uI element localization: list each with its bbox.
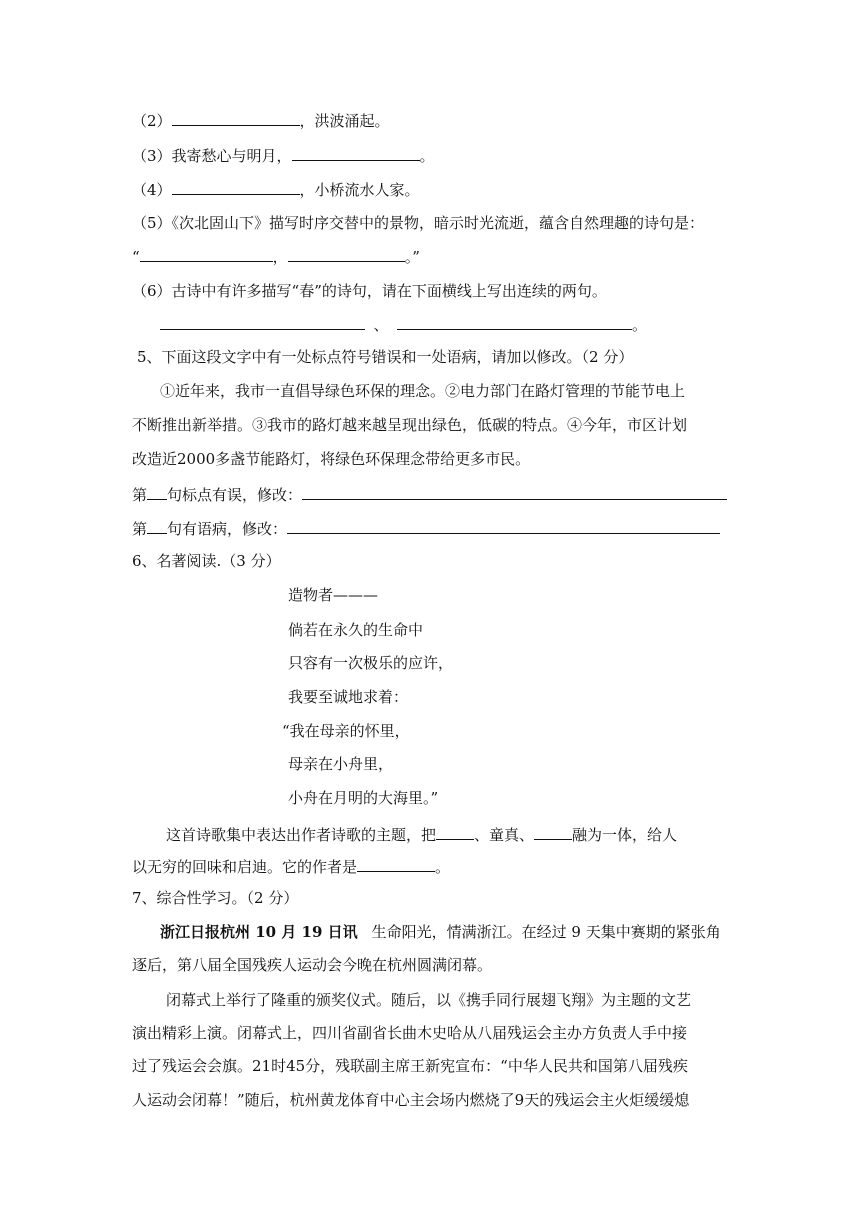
punctuation: 。” — [404, 248, 420, 266]
answer-label: 句标点有误，修改： — [167, 486, 303, 504]
paragraph-text: 闭幕式上举行了隆重的颁奖仪式。随后，以《携手同行展翅飞翔》为主题的文艺 — [166, 991, 692, 1009]
q6-title — [132, 551, 281, 571]
q4-item-6-prompt — [132, 281, 607, 301]
poem-line: 倘若在永久的生命中 — [288, 621, 424, 639]
paragraph-text: 生命阳光，情满浙江。在经过 9 天集中赛期的紧张角 — [371, 923, 721, 941]
question-text: （5）《次北固山下》描写时序交替中的景物，暗示时光流逝，蕴含自然理趣的诗句是： — [132, 214, 705, 232]
q5-answer-punctuation — [132, 484, 727, 505]
answer-blank[interactable] — [172, 179, 300, 195]
paragraph-text: 人运动会闭幕！”随后，杭州黄龙体育中心主会场内燃烧了9天的残运会主火炬缓缓熄 — [132, 1091, 690, 1109]
q6-question-line-1 — [166, 824, 677, 845]
answer-blank[interactable] — [436, 824, 474, 840]
answer-blank[interactable] — [160, 314, 365, 330]
question-title: 7、综合性学习。（2 分） — [132, 889, 299, 907]
punctuation: 。 — [435, 858, 451, 876]
q7-paragraph-1-line-1 — [160, 922, 721, 942]
poem-line: ，洪波涌起。 — [299, 112, 390, 130]
paragraph-text: 不断推出新举措。③我市的路灯越来越呈现出绿色，低碳的特点。④今年，市区计划 — [132, 416, 688, 434]
punctuation: 。 — [419, 147, 435, 165]
answer-blank[interactable] — [288, 246, 405, 262]
answer-blank[interactable] — [172, 110, 300, 126]
q5-answer-grammar — [132, 518, 720, 539]
q5-paragraph-line-2 — [132, 415, 687, 435]
question-text: 、童真、 — [474, 826, 535, 844]
answer-blank[interactable] — [302, 484, 727, 500]
q5-paragraph-line-3 — [132, 449, 530, 469]
answer-label: 第 — [132, 486, 148, 504]
poem-line: “我在母亲的怀里， — [282, 722, 410, 740]
q4-item-5-answer — [132, 246, 420, 267]
q7-paragraph-2-line-3 — [132, 1056, 688, 1076]
q6-question-line-2 — [132, 856, 450, 877]
question-text: 这首诗歌集中表达出作者诗歌的主题，把 — [166, 826, 437, 844]
paragraph-text: 逐后，第八届全国残疾人运动会今晚在杭州圆满闭幕。 — [132, 956, 493, 974]
paragraph-text: ①近年来，我市一直倡导绿色环保的理念。②电力部门在路灯管理的节能节电上 — [160, 382, 686, 400]
answer-label: 第 — [132, 520, 148, 538]
paragraph-text: 过了残运会会旗。21时45分，残联副主席王新宪宣布：“中华人民共和国第八届残疾 — [132, 1057, 688, 1075]
q7-paragraph-2-line-1 — [166, 990, 691, 1010]
answer-blank[interactable] — [287, 518, 720, 534]
question-title: 6、名著阅读.（3 分） — [132, 552, 281, 570]
poem-line: 小舟在月明的大海里。” — [288, 789, 439, 807]
sentence-number-blank[interactable] — [147, 484, 167, 500]
answer-label: 句有语病，修改： — [167, 520, 288, 538]
poem-line: 我要至诚地求着： — [288, 688, 409, 706]
answer-blank[interactable] — [140, 246, 273, 262]
item-label: （2） — [132, 112, 172, 130]
punctuation: 。 — [632, 316, 648, 334]
q5-title — [137, 347, 633, 367]
question-text: 以无穷的回味和启迪。它的作者是 — [132, 858, 358, 876]
paragraph-text: 演出精彩上演。闭幕式上，四川省副省长曲木史哈从八届残运会主办方负责人手中接 — [132, 1024, 688, 1042]
q5-paragraph-line-1 — [160, 381, 685, 401]
q7-title — [132, 888, 298, 908]
q7-paragraph-2-line-4 — [132, 1090, 689, 1110]
answer-blank[interactable] — [397, 314, 632, 330]
punctuation: 、 — [373, 316, 389, 334]
q4-item-2 — [132, 110, 390, 131]
punctuation: “ — [132, 248, 140, 266]
poem-line: （3）我寄愁心与明月， — [132, 147, 292, 165]
news-dateline: 浙江日报杭州 10 月 19 日讯 — [160, 923, 358, 941]
poem-line: ，小桥流水人家。 — [299, 181, 420, 199]
poem-line: 只容有一次极乐的应许， — [288, 654, 454, 672]
sentence-number-blank[interactable] — [147, 518, 167, 534]
answer-blank[interactable] — [292, 145, 420, 161]
paragraph-text: 改造近2000多盏节能路灯，将绿色环保理念带给更多市民。 — [132, 450, 531, 468]
question-text: 融为一体，给人 — [572, 826, 678, 844]
punctuation: ， — [272, 248, 288, 266]
q4-item-3 — [132, 145, 435, 166]
answer-blank[interactable] — [357, 856, 435, 872]
poem-line: 造物者——— — [288, 586, 379, 604]
poem-line: 母亲在小舟里， — [288, 755, 394, 773]
answer-blank[interactable] — [534, 824, 572, 840]
item-label: （4） — [132, 181, 172, 199]
question-title: 5、下面这段文字中有一处标点符号错误和一处语病，请加以修改。（2 分） — [137, 348, 634, 366]
q4-item-6-answer — [160, 314, 647, 335]
q7-paragraph-1-line-2 — [132, 955, 492, 975]
q4-item-4 — [132, 179, 420, 200]
q4-item-5-prompt — [132, 213, 704, 233]
q7-paragraph-2-line-2 — [132, 1023, 687, 1043]
question-text: （6）古诗中有许多描写“春”的诗句，请在下面横线上写出连续的两句。 — [132, 282, 607, 300]
